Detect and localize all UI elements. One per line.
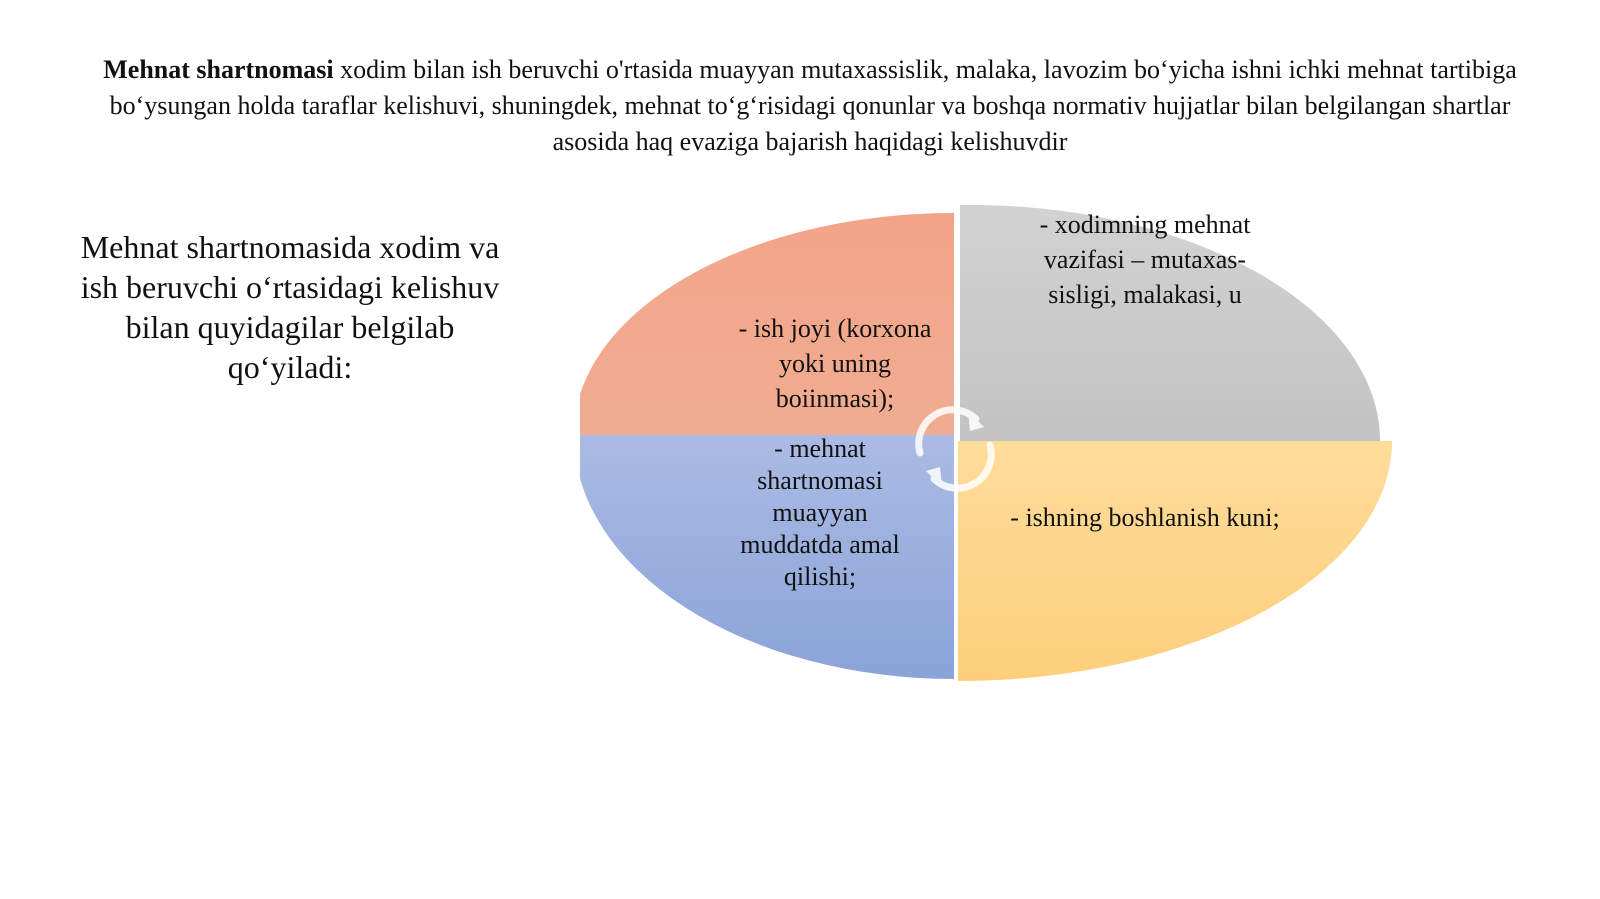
definition-paragraph: [80, 52, 1540, 160]
definition-text: xodim bilan ish beruvchi o'rtasida muayyan mutaxassislik, malaka, lavozim bo‘yicha ishni ichki mehnat tartibiga bo‘ysungan holda taraflar kelishuvi, shuningdek, mehnat to‘g‘risidagi qonunlar va boshqa normativ hujjatlar bilan belgilangan shartlar asosida haq evaziga bajarish haqidagi kelishuvdir: [109, 55, 1517, 156]
quadrant-top-right-text: - xodimning mehnat vazifasi – mutaxas-sisligi, malakasi, u: [1039, 210, 1251, 309]
quadrant-bottom-left-text: - mehnat shartnomasi muayyan muddatda amal qilishi;: [740, 434, 900, 591]
cycle-diagram: [580, 205, 1420, 695]
cycle-diagram-shapes: [580, 205, 1420, 695]
quadrant-top-left-text: - ish joyi (korxona yoki uning boiinmasi);: [738, 314, 932, 413]
quadrant-bottom-right-text: - ishning boshlanish kuni;: [1010, 503, 1280, 532]
intro-text: Mehnat shartnomasida xodim va ish beruvchi o‘rtasidagi kelishuv bilan quyidagilar belgilab qo‘yiladi:: [80, 229, 500, 385]
quadrant-bottom-right: [958, 441, 1392, 681]
definition-term: Mehnat shartnomasi: [103, 55, 334, 84]
